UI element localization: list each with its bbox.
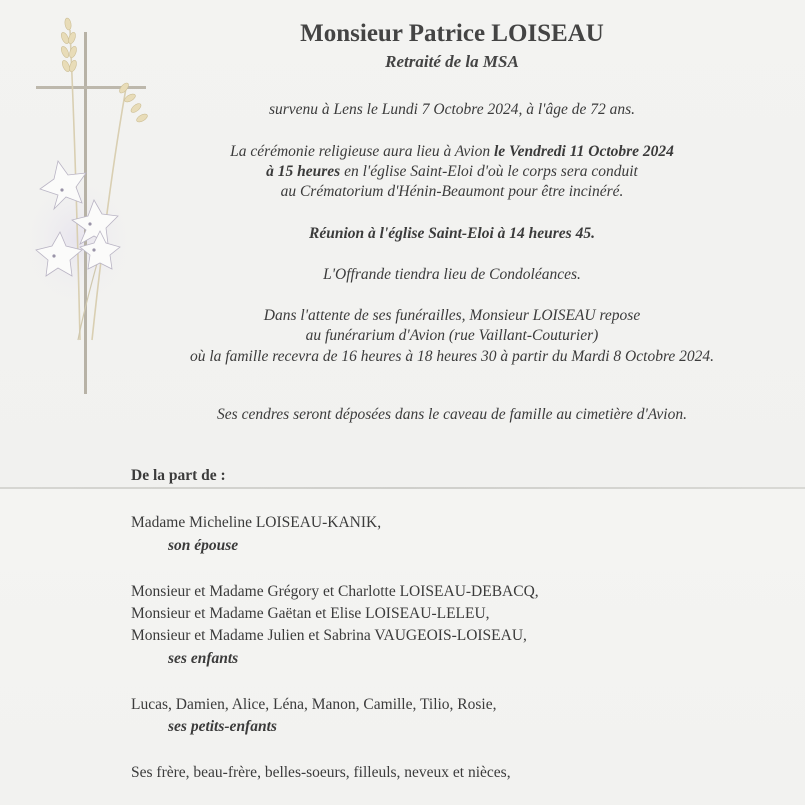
reunion-notice: Réunion à l'église Saint-Eloi à 14 heures 45. <box>309 225 595 242</box>
spouse-name: Madame Micheline LOISEAU-KANIK, <box>131 514 382 531</box>
card-lower-panel <box>0 489 805 805</box>
children-role: ses enfants <box>168 650 239 667</box>
ceremony-date: le Vendredi 11 Octobre 2024 <box>493 143 674 160</box>
ceremony-line-1 <box>230 142 674 162</box>
deceased-profession: Retraité de la MSA <box>385 52 519 71</box>
grandchildren-role: ses petits-enfants <box>168 718 277 735</box>
child-3: Monsieur et Madame Julien et Sabrina VAUGEOIS-LOISEAU, <box>131 627 527 644</box>
spouse-role: son épouse <box>168 537 239 554</box>
cross-wheat-flowers-icon <box>18 10 168 400</box>
ceremony-line-3: au Crématorium d'Hénin-Beaumont pour être incinéré. <box>280 183 624 200</box>
child-2: Monsieur et Madame Gaëtan et Elise LOISEAU-LELEU, <box>131 605 490 622</box>
repose-line-3: où la famille recevra de 16 heures à 18 heures 30 à partir du Mardi 8 Octobre 2024. <box>189 348 715 365</box>
ceremony-time: à 15 heures <box>266 163 341 180</box>
offrande-notice: L'Offrande tiendra lieu de Condoléances. <box>323 266 581 283</box>
family-header: De la part de : <box>131 467 226 484</box>
repose-line-1: Dans l'attente de ses funérailles, Monsieur LOISEAU repose <box>263 307 641 324</box>
cendres-notice: Ses cendres seront déposées dans le caveau de famille au cimetière d'Avion. <box>217 406 687 423</box>
grandchildren-names: Lucas, Damien, Alice, Léna, Manon, Camille, Tilio, Rosie, <box>131 696 497 713</box>
ceremony-place: en l'église Saint-Eloi d'où le corps sera conduit <box>340 163 638 180</box>
deceased-name: Monsieur Patrice LOISEAU <box>300 20 604 47</box>
repose-line-2: au funérarium d'Avion (rue Vaillant-Couturier) <box>305 327 599 344</box>
ceremony-text: La cérémonie religieuse aura lieu à Avion <box>230 143 494 160</box>
siblings-line: Ses frère, beau-frère, belles-soeurs, filleuls, neveux et nièces, <box>131 764 511 781</box>
death-announcement: survenu à Lens le Lundi 7 Octobre 2024, à l'âge de 72 ans. <box>268 101 636 118</box>
ceremony-line-2 <box>266 162 638 182</box>
child-1: Monsieur et Madame Grégory et Charlotte LOISEAU-DEBACQ, <box>131 583 539 600</box>
